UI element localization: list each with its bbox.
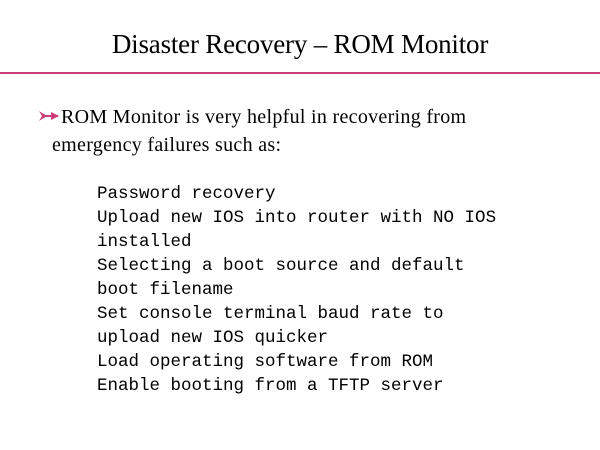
list-item: upload new IOS quicker xyxy=(97,328,329,348)
title-divider xyxy=(0,72,600,74)
list-item: Selecting a boot source and default xyxy=(97,256,465,276)
main-bullet-line-1 xyxy=(38,103,578,131)
main-bullet-line-2: emergency failures such as: xyxy=(52,134,282,156)
main-bullet xyxy=(38,103,578,159)
arrow-bullet-icon xyxy=(38,109,60,123)
list-item: Enable booting from a TFTP server xyxy=(97,376,444,396)
slide-title: Disaster Recovery – ROM Monitor xyxy=(111,29,489,59)
list-item: Set console terminal baud rate to xyxy=(97,304,444,324)
list-item: boot filename xyxy=(97,280,234,300)
list-item: Password recovery xyxy=(97,184,276,204)
list-item: Upload new IOS into router with NO IOS xyxy=(97,208,497,228)
recovery-items-list xyxy=(97,182,587,398)
main-bullet-text-1: ROM Monitor is very helpful in recovering from xyxy=(61,106,467,128)
list-item: installed xyxy=(97,232,192,252)
list-item: Load operating software from ROM xyxy=(97,352,434,372)
